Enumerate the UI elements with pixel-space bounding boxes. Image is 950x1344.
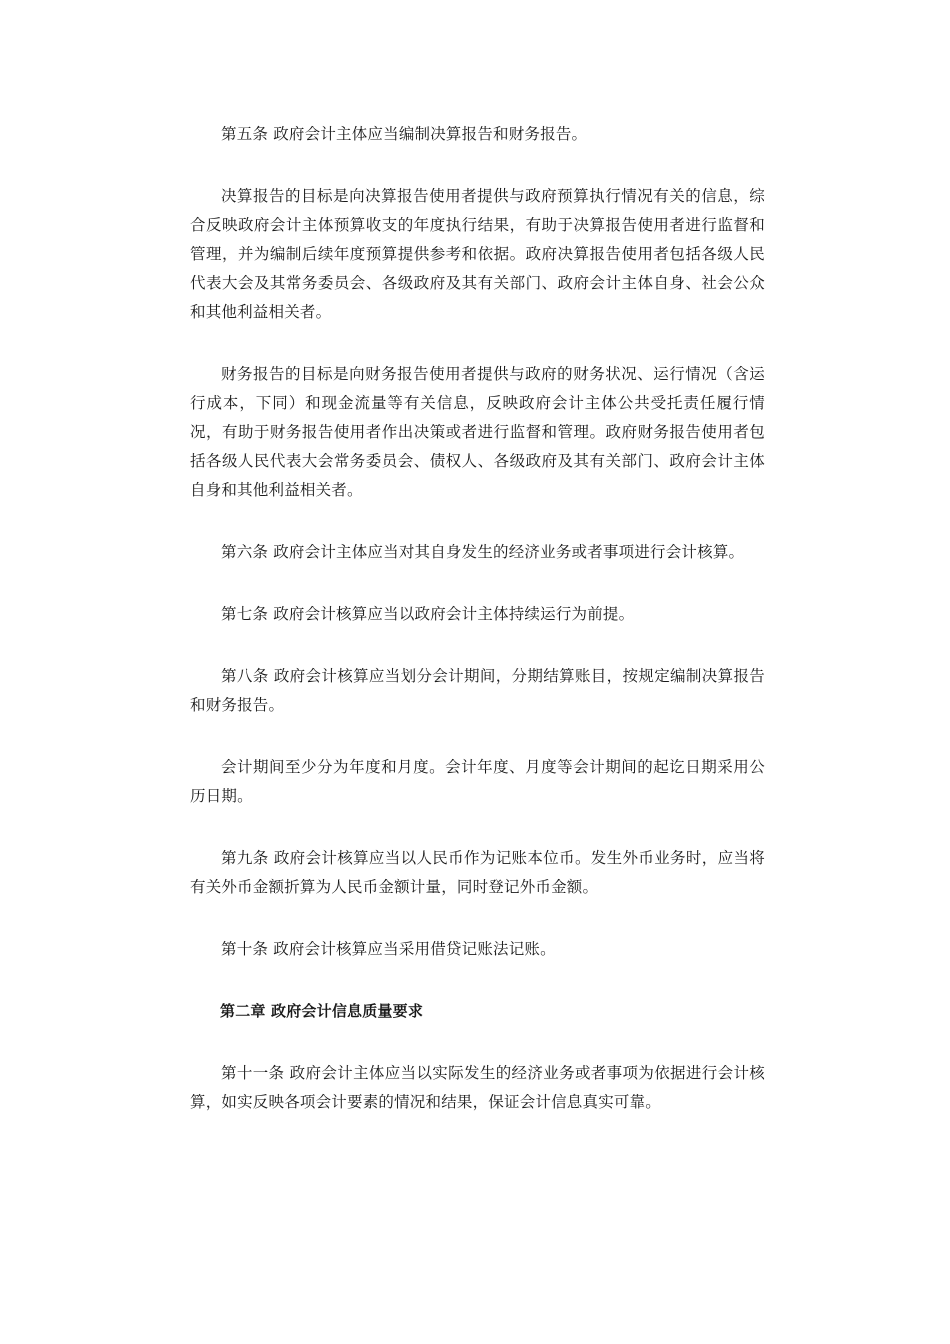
chapter-2-heading: 第二章 政府会计信息质量要求 <box>220 1002 424 1020</box>
paragraph-financial-report-objective: 财务报告的目标是向财务报告使用者提供与政府的财务状况、运行情况（含运行成本，下同）和现金流量等有关信息，反映政府会计主体公共受托责任履行情况，有助于财务报告使用者作出决策或者进行监督和管理。政府财务报告使用者包括各级人民代表大会常务委员会、债权人、各级政府及其有关部门、政府会计主体自身和其他利益相关者。 <box>190 365 765 499</box>
paragraph-article-10: 第十条 政府会计核算应当采用借贷记账法记账。 <box>221 940 556 958</box>
paragraph-article-9: 第九条 政府会计核算应当以人民币作为记账本位币。发生外币业务时，应当将有关外币金额折算为人民币金额计量，同时登记外币金额。 <box>190 849 765 896</box>
paragraph-article-8: 第八条 政府会计核算应当划分会计期间，分期结算账目，按规定编制决算报告和财务报告。 <box>190 667 765 714</box>
paragraph-article-11: 第十一条 政府会计主体应当以实际发生的经济业务或者事项为依据进行会计核算，如实反映各项会计要素的情况和结果，保证会计信息真实可靠。 <box>190 1064 765 1111</box>
document-page <box>190 120 765 1150</box>
paragraph-final-accounts-report-objective: 决算报告的目标是向决算报告使用者提供与政府预算执行情况有关的信息，综合反映政府会计主体预算收支的年度执行结果，有助于决算报告使用者进行监督和管理，并为编制后续年度预算提供参考和依据。政府决算报告使用者包括各级人民代表大会及其常务委员会、各级政府及其有关部门、政府会计主体自身、社会公众和其他利益相关者。 <box>190 187 765 321</box>
paragraph-accounting-period: 会计期间至少分为年度和月度。会计年度、月度等会计期间的起讫日期采用公历日期。 <box>190 758 765 805</box>
paragraph-article-6: 第六条 政府会计主体应当对其自身发生的经济业务或者事项进行会计核算。 <box>221 543 745 561</box>
paragraph-article-7: 第七条 政府会计核算应当以政府会计主体持续运行为前提。 <box>221 605 635 623</box>
paragraph-article-5: 第五条 政府会计主体应当编制决算报告和财务报告。 <box>221 125 588 143</box>
